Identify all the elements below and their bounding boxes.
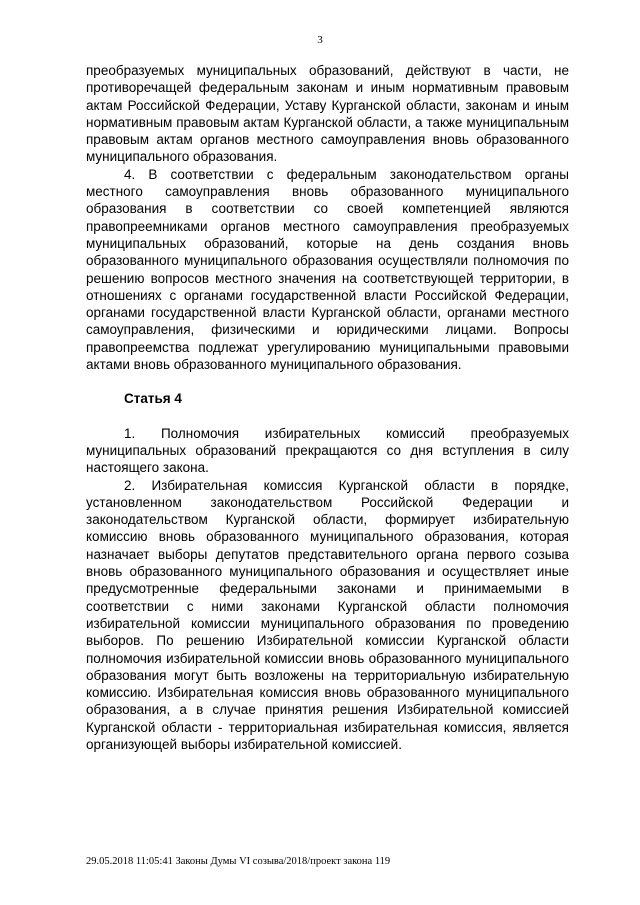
footer-path: 29.05.2018 11:05:41 Законы Думы VI созыва/2018/проект закона 119 xyxy=(86,856,391,867)
page-number: 3 xyxy=(317,34,323,46)
paragraph-article-item-1: 1. Полномочия избирательных комиссий преобразуемых муниципальных образований прекращаются со дня вступления в силу настоящего закона. xyxy=(86,425,569,476)
paragraph-article-item-2: 2. Избирательная комиссия Курганской области в порядке, установленном законодательством Российской Федерации и законодательством Курганской области, формирует избирательную комиссию вновь образованного муниципального образования, которая назначает выборы депутатов представительного органа первого созыва вновь образованного муниципального образования и осуществляет иные предусмотренные федеральными законами и принимаемыми в соответствии с ними законами Курганской области полномочия избирательной комиссии муниципального образования по проведению выборов. По решению Избирательной комиссии Курганской области полномочия избирательной комиссии вновь образованного муниципального образования могут быть возложены на территориальную избирательную комиссию. Избирательная комиссия вновь образованного муниципального образования, а в случае принятия решения Избирательной комиссией Курганской области - территориальная избирательная комиссия, является организующей выборы избирательной комиссией. xyxy=(86,477,569,752)
document-body xyxy=(86,62,569,753)
paragraph-item-4: 4. В соответствии с федеральным законодательством органы местного самоуправления вновь образованного муниципального образования в соответствии со своей компетенцией являются правопреемниками органов местного самоуправления преобразуемых муниципальных образований, которые на день создания вновь образованного муниципального образования осуществляли полномочия по решению вопросов местного значения на соответствующей территории, в отношениях с органами государственной власти Российской Федерации, органами государственной власти Курганской области, органами местного самоуправления, физическими и юридическими лицами. Вопросы правопреемства подлежат урегулированию муниципальными правовыми актами вновь образованного муниципального образования. xyxy=(86,166,569,373)
paragraph-continuation: преобразуемых муниципальных образований, действуют в части, не противоречащей федеральным законам и иным нормативным правовым актам Российской Федерации, Уставу Курганской области, законам и иным нормативным правовым актам Курганской области, а также муниципальным правовым актам органов местного самоуправления вновь образованного муниципального образования. xyxy=(86,63,569,165)
article-heading: Статья 4 xyxy=(124,391,182,407)
